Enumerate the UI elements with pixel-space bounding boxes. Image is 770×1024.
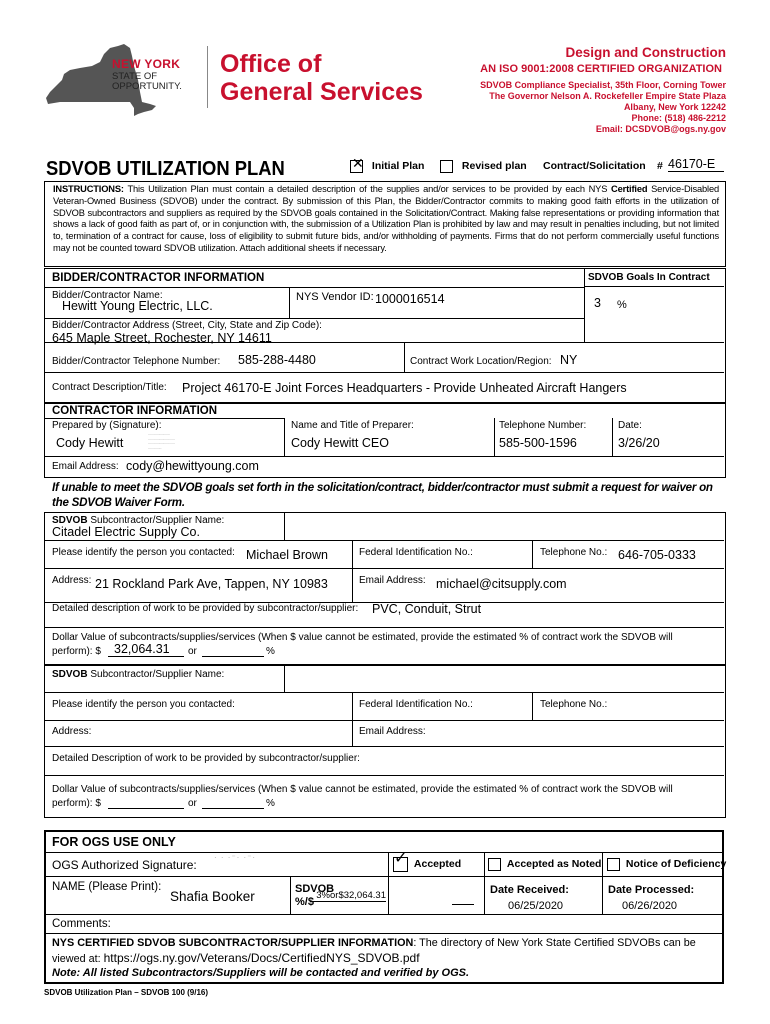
preparer-field[interactable]: Cody Hewitt CEO: [291, 436, 389, 450]
sub2-tel-label: Telephone No.:: [540, 699, 608, 710]
sub2-or: or: [188, 798, 197, 809]
bidder-address-field[interactable]: 645 Maple Street, Rochester, NY 14611: [52, 331, 272, 345]
sub2-contact-label: Please identify the person you contacted:: [52, 699, 235, 710]
agency-address-2: The Governor Nelson A. Rockefeller Empire State Plaza: [489, 91, 726, 101]
sub1-tel-label: Telephone No.:: [540, 547, 608, 558]
accepted-noted-option[interactable]: [488, 858, 601, 871]
sub2-dollar-field[interactable]: [108, 808, 184, 809]
sub2-email-label: Email Address:: [359, 726, 426, 737]
directory-info: NYS CERTIFIED SDVOB SUBCONTRACTOR/SUPPLIER INFORMATION: The directory of New York State Certified SDVOBs can be viewed at: https://ogs.ny.gov/Veterans/Docs/CertifiedNYS_SDVOB.pdf: [52, 937, 696, 965]
agency-phone: Phone: (518) 486-2212: [631, 113, 726, 123]
logo-ny: NEW YORK: [112, 57, 181, 71]
sdvob-goal-pct: %: [617, 299, 627, 311]
bidder-section-title: BIDDER/CONTRACTOR INFORMATION: [52, 272, 265, 284]
date-processed-label: Date Processed:: [608, 884, 695, 896]
sub2-address-label: Address:: [52, 726, 92, 737]
sub1-pct: %: [266, 646, 275, 657]
directory-url[interactable]: https://ogs.ny.gov/Veterans/Docs/CertifiedNYS_SDVOB.pdf: [103, 951, 420, 965]
sub1-pct-field[interactable]: [202, 656, 264, 657]
revised-plan-option[interactable]: [440, 160, 527, 173]
date-field[interactable]: 3/26/20: [618, 436, 660, 450]
agency-address-3: Albany, New York 12242: [623, 102, 726, 112]
sub1-contact-label: Please identify the person you contacted:: [52, 547, 235, 558]
contractor-email-label: Email Address:: [52, 461, 119, 472]
contract-label: Contract/Solicitation: [543, 160, 646, 172]
ogs-sdvob-label: SDVOB: [295, 883, 335, 895]
sub2-work-label: Detailed Description of work to be provided by subcontractor/supplier:: [52, 753, 360, 764]
sdvob-goal-field[interactable]: 3: [594, 296, 601, 310]
initial-plan-option[interactable]: [350, 155, 425, 173]
date-label: Date:: [618, 420, 642, 431]
date-processed-field[interactable]: 06/26/2020: [622, 900, 678, 912]
ogs-name-label: NAME (Please Print):: [52, 881, 162, 893]
instructions: INSTRUCTIONS: This Utilization Plan must contain a detailed description of the supplies and/or services to be provided by each NYS Certified Service-Disabled Veteran-Owned Business (SDVOB) under the contract. By submission of this Plan, the Bidder/Contractor commits to making good faith efforts in the utilization of SDVOB subcontractors and suppliers as required by the SDVOB goals contained in the Solicitation/Contract. Making false representations or providing information that shows a lack of good faith as part of, or in conjunction with, the submission of a Utilization Plan is prohibited by law and may result in penalties including, but not limited to, termination of a contract for cause, loss of eligibility to submit future bids, and/or withholding of payments. Firms that do not perform commercially useful functions may not be counted toward SDVOB utilization. Attach additional sheets if necessary.: [53, 184, 719, 253]
logo-opportunity: OPPORTUNITY.: [112, 81, 182, 92]
accepted-option[interactable]: [393, 850, 462, 872]
waiver-note: If unable to meet the SDVOB goals set forth in the solicitation/contract, bidder/contractor must submit a request for waiver on the SDVOB Waiver Form.: [52, 481, 713, 509]
sub2-pct-field[interactable]: [202, 808, 264, 809]
contractor-email-field[interactable]: cody@hewittyoung.com: [126, 459, 259, 473]
ogs-auth-label: OGS Authorized Signature:: [52, 858, 197, 872]
sub2-fedid-label: Federal Identification No.:: [359, 699, 473, 710]
sub1-email-field[interactable]: michael@citsupply.com: [436, 577, 567, 591]
deficiency-option[interactable]: [607, 858, 726, 871]
accepted-checkbox[interactable]: ✓: [393, 857, 408, 872]
work-location-label: Contract Work Location/Region:: [410, 356, 552, 367]
logo-office-of: Office of: [220, 50, 322, 78]
ogs-auth-signature[interactable]: · · ·⁻· ·⁻·: [214, 853, 257, 862]
contract-desc-field[interactable]: Project 46170-E Joint Forces Headquarters - Provide Unheated Aircraft Hangers: [182, 381, 627, 395]
ogs-name-field[interactable]: Shafia Booker: [170, 889, 255, 904]
vendor-id-field[interactable]: 1000016514: [375, 292, 445, 306]
deficiency-checkbox[interactable]: [607, 858, 620, 871]
contract-number[interactable]: 46170-E: [668, 157, 724, 172]
sub1-or: or: [188, 646, 197, 657]
bidder-address-label: Bidder/Contractor Address (Street, City, State and Zip Code):: [52, 320, 322, 331]
agency-email: Email: DCSDVOB@ogs.ny.gov: [595, 124, 726, 134]
deficiency-label: Notice of Deficiency: [625, 858, 727, 871]
contract-hash: #: [657, 160, 663, 172]
accepted-noted-checkbox[interactable]: [488, 858, 501, 871]
sub1-tel-field[interactable]: 646-705-0333: [618, 548, 696, 562]
comments-label: Comments:: [52, 918, 111, 930]
bidder-name-field[interactable]: Hewitt Young Electric, LLC.: [62, 299, 213, 313]
prepared-by-label: Prepared by (Signature):: [52, 420, 162, 431]
sub1-name-label: SDVOB Subcontractor/Supplier Name:: [52, 515, 225, 526]
sub1-email-label: Email Address:: [359, 575, 426, 586]
sub1-dollar-field[interactable]: 32,064.31: [108, 642, 184, 657]
prepared-by-signature[interactable]: Cody Hewitt: [56, 436, 124, 450]
ogs-sdvob-field[interactable]: 3%or$32,064.31: [310, 890, 386, 902]
sub1-address-field[interactable]: 21 Rockland Park Ave, Tappen, NY 10983: [95, 577, 328, 591]
contractor-section-title: CONTRACTOR INFORMATION: [52, 405, 218, 417]
bidder-phone-field[interactable]: 585-288-4480: [238, 353, 316, 367]
sub1-dollar-label: Dollar Value of subcontracts/supplies/services (When $ value cannot be estimated, provide the estimated % of contract work the SDVOB will: [52, 632, 673, 643]
bidder-phone-label: Bidder/Contractor Telephone Number:: [52, 356, 221, 367]
ogs-section-title: FOR OGS USE ONLY: [52, 835, 176, 849]
sub1-name-field[interactable]: Citadel Electric Supply Co.: [52, 525, 200, 539]
accepted-label: Accepted: [413, 858, 462, 871]
sub2-pct: %: [266, 798, 275, 809]
agency-iso: AN ISO 9001:2008 CERTIFIED ORGANIZATION: [480, 63, 722, 75]
contract-desc-label: Contract Description/Title:: [52, 382, 167, 393]
ogs-sdvob-pct-label: %/$: [295, 896, 314, 908]
form-id: SDVOB Utilization Plan – SDVOB 100 (9/16): [44, 988, 209, 997]
revised-plan-label: Revised plan: [461, 160, 527, 173]
agency-division: Design and Construction: [565, 45, 726, 60]
sub2-dollar-label: Dollar Value of subcontracts/supplies/services (When $ value cannot be estimated, provide the estimated % of contract work the SDVOB will: [52, 784, 673, 795]
sub1-work-label: Detailed description of work to be provided by subcontractor/supplier:: [52, 603, 359, 614]
date-received-label: Date Received:: [490, 884, 569, 896]
logo-general-services: General Services: [220, 78, 423, 106]
verification-note: Note: All listed Subcontractors/Suppliers will be contacted and verified by OGS.: [52, 967, 470, 979]
work-location-field[interactable]: NY: [560, 353, 578, 367]
accepted-noted-label: Accepted as Noted: [506, 858, 602, 871]
revised-plan-checkbox[interactable]: [440, 160, 453, 173]
sdvob-goals-label: SDVOB Goals In Contract: [588, 272, 710, 283]
contractor-phone-label: Telephone Number:: [499, 420, 587, 431]
sub1-contact-field[interactable]: Michael Brown: [246, 548, 328, 562]
date-received-field[interactable]: 06/25/2020: [508, 900, 564, 912]
agency-address-1: SDVOB Compliance Specialist, 35th Floor, Corning Tower: [480, 80, 726, 90]
ogs-blank-line: [452, 904, 474, 905]
sub1-address-label: Address:: [52, 575, 92, 586]
contractor-phone-field[interactable]: 585-500-1596: [499, 436, 577, 450]
sub2-perform-label: perform): $: [52, 798, 101, 809]
bidder-name-label: Bidder/Contractor Name:: [52, 290, 163, 301]
initial-plan-label: Initial Plan: [371, 160, 425, 173]
vendor-id-label: NYS Vendor ID:: [296, 291, 374, 303]
digital-signature-stamp: ∙∙∙∙∙∙∙∙∙∙∙∙∙∙∙∙∙∙∙∙∙∙∙ ∙∙∙∙∙∙∙∙∙∙∙∙∙∙∙∙∙∙∙∙∙∙∙∙∙∙∙∙ ∙∙∙∙∙∙∙∙∙∙∙∙∙∙∙∙∙∙∙∙∙∙∙∙∙∙∙∙ ∙∙∙∙∙∙∙∙∙∙∙∙∙∙: [148, 432, 176, 450]
initial-plan-checkbox[interactable]: ✕: [352, 155, 364, 171]
form-title: SDVOB UTILIZATION PLAN: [46, 158, 285, 180]
sub1-fedid-label: Federal Identification No.:: [359, 547, 473, 558]
sub2-name-label: SDVOB Subcontractor/Supplier Name:: [52, 669, 225, 680]
sub1-perform-label: perform): $: [52, 646, 101, 657]
logo-state-of: STATE OF: [112, 71, 158, 82]
preparer-label: Name and Title of Preparer:: [291, 420, 414, 431]
sub1-work-field[interactable]: PVC, Conduit, Strut: [372, 602, 482, 616]
